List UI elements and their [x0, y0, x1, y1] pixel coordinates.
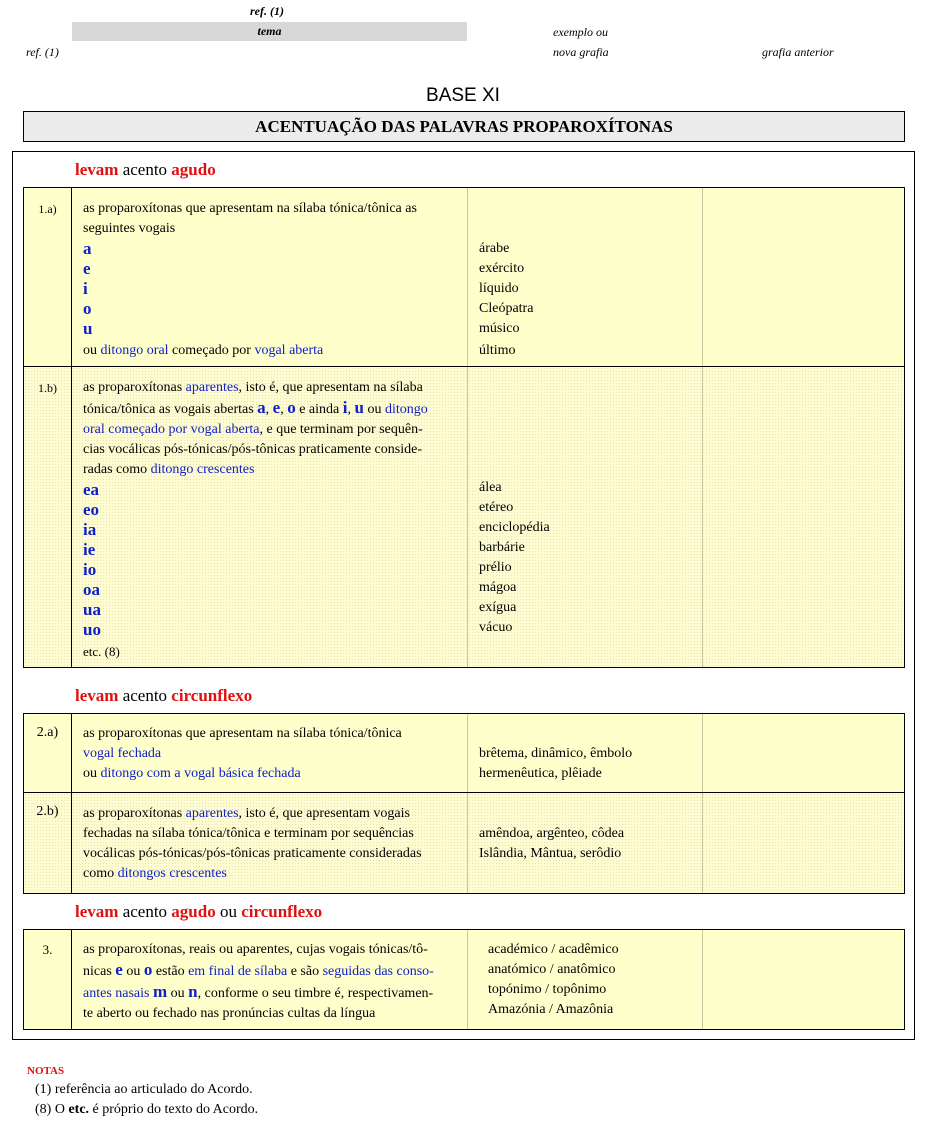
text-line: ou ditongo com a vogal básica fechada — [83, 766, 301, 781]
example-word: Amazónia / Amazônia — [488, 1002, 614, 1017]
rule-number: 2.b) — [36, 804, 59, 819]
vowel: o — [83, 299, 92, 318]
example-word: árabe — [479, 241, 510, 256]
example-word: líquido — [479, 281, 519, 296]
text-line: as proparoxítonas aparentes, isto é, que apresentam vogais — [83, 806, 410, 821]
text-line: as proparoxítonas aparentes, isto é, que apresentam na sílaba — [83, 380, 423, 395]
group-heading-circunflexo — [75, 686, 252, 706]
vowel-sequence: ua — [83, 600, 101, 619]
text-line: como ditongos crescentes — [83, 866, 227, 881]
example-word: vácuo — [479, 620, 513, 635]
text-line: tónica/tônica as vogais abertas a, e, o e ainda i, u ou ditongo — [83, 398, 428, 417]
example-word: barbárie — [479, 540, 525, 555]
rule-examples — [479, 744, 632, 784]
rule-description — [83, 199, 463, 361]
rule-row-3 — [23, 929, 905, 1030]
group-word: agudo — [171, 160, 216, 179]
example-word: topónimo / topônimo — [488, 982, 607, 997]
rule-description — [83, 724, 463, 784]
example-word: Islândia, Mântua, serôdio — [479, 846, 622, 861]
vowel-sequence: ia — [83, 520, 97, 539]
example-word: exígua — [479, 600, 517, 615]
group-word: levam — [75, 686, 119, 705]
rule-examples — [488, 940, 619, 1020]
header-tema: tema — [72, 22, 467, 41]
text-line: radas como ditongo crescentes — [83, 462, 255, 477]
rule-row-2b — [23, 792, 905, 894]
rule-examples — [479, 239, 533, 361]
example-word: mágoa — [479, 580, 517, 595]
vowel: a — [83, 239, 92, 258]
example-word: prélio — [479, 560, 512, 575]
group-word: levam — [75, 902, 119, 921]
group-heading-agudo-ou-circunflexo — [75, 902, 322, 922]
header-exemplo-line1: exemplo ou — [553, 25, 608, 39]
rule-examples — [479, 824, 624, 864]
group-word: acento — [122, 902, 168, 921]
example-word: hermenêutica, plêiade — [479, 766, 602, 781]
text-line: te aberto ou fechado nas pronúncias cultas da língua — [83, 1006, 376, 1021]
note-8: (8) O etc. é próprio do texto do Acordo. — [35, 1102, 259, 1117]
vowel-sequence: io — [83, 560, 97, 579]
vowel-sequence: eo — [83, 500, 100, 519]
group-heading-agudo — [75, 160, 216, 180]
text-line: antes nasais m ou n, conforme o seu timbre é, respectivamen- — [83, 982, 434, 1001]
vowel-sequence: uo — [83, 620, 101, 639]
header-exemplo-line2: nova grafia — [553, 45, 609, 59]
note-1: (1) referência ao articulado do Acordo. — [35, 1082, 253, 1097]
rule-number: 1.b) — [38, 381, 57, 395]
text-line: ou ditongo oral começado por vogal aberta — [83, 343, 324, 358]
rule-number: 3. — [42, 942, 53, 957]
text-line: fechadas na sílaba tónica/tônica e terminam por sequências — [83, 826, 414, 841]
text-line: as proparoxítonas que apresentam na sílaba tónica/tônica — [83, 726, 402, 741]
text-line: cias vocálicas pós-tónicas/pós-tônicas praticamente conside- — [83, 442, 422, 457]
rule-description — [83, 378, 463, 662]
text-line: oral começado por vogal aberta, e que terminam por sequên- — [83, 422, 423, 437]
example-word: músico — [479, 321, 520, 336]
rule-number: 1.a) — [38, 202, 57, 216]
example-word: académico / acadêmico — [488, 942, 619, 957]
vowel-sequence: oa — [83, 580, 100, 599]
text-line: vocálicas pós-tónicas/pós-tônicas praticamente consideradas — [83, 846, 422, 861]
notes-title: NOTAS — [27, 1065, 65, 1077]
vowel: e — [83, 259, 91, 278]
vowel-sequence: ea — [83, 480, 100, 499]
example-word: anatómico / anatômico — [488, 962, 616, 977]
rule-examples — [479, 478, 550, 638]
text-line: as proparoxítonas que apresentam na sílaba tónica/tônica as — [83, 201, 417, 216]
rule-row-2a — [23, 713, 905, 794]
vowel: u — [83, 319, 93, 338]
rule-row-1b — [23, 366, 905, 668]
example-word: brêtema, dinâmico, êmbolo — [479, 746, 633, 761]
header-grafia-anterior: grafia anterior — [762, 45, 834, 59]
vowel-sequence: ie — [83, 540, 96, 559]
example-word: amêndoa, argênteo, côdea — [479, 826, 625, 841]
example-word: Cleópatra — [479, 301, 534, 316]
text-line: as proparoxítonas, reais ou aparentes, cujas vogais tónicas/tô- — [83, 942, 428, 957]
group-word: ou — [219, 902, 237, 921]
text-line: seguintes vogais — [83, 221, 176, 236]
rule-number: 2.a) — [36, 725, 59, 740]
rule-description — [83, 940, 463, 1024]
group-word: circunflexo — [171, 686, 253, 705]
group-word: levam — [75, 160, 119, 179]
example-word: etéreo — [479, 500, 514, 515]
group-word: circunflexo — [241, 902, 323, 921]
group-word: agudo — [171, 902, 216, 921]
section-title: ACENTUAÇÃO DAS PALAVRAS PROPAROXÍTONAS — [23, 111, 905, 142]
header-ref-left: ref. (1) — [26, 45, 59, 59]
example-word: enciclopédia — [479, 520, 550, 535]
example-word: último — [479, 343, 516, 358]
etc-note: etc. (8) — [83, 644, 120, 659]
group-word: acento — [122, 686, 168, 705]
example-word: álea — [479, 480, 502, 495]
vowel: i — [83, 279, 88, 298]
text-line: vogal fechada — [83, 746, 162, 761]
header-ref-top: ref. (1) — [250, 4, 284, 18]
base-title: BASE XI — [426, 85, 500, 106]
rule-description — [83, 804, 463, 884]
text-line: nicas e ou o estão em final de sílaba e são seguidas das conso- — [83, 960, 434, 979]
example-word: exército — [479, 261, 525, 276]
group-word: acento — [122, 160, 168, 179]
rule-row-1a — [23, 187, 905, 368]
